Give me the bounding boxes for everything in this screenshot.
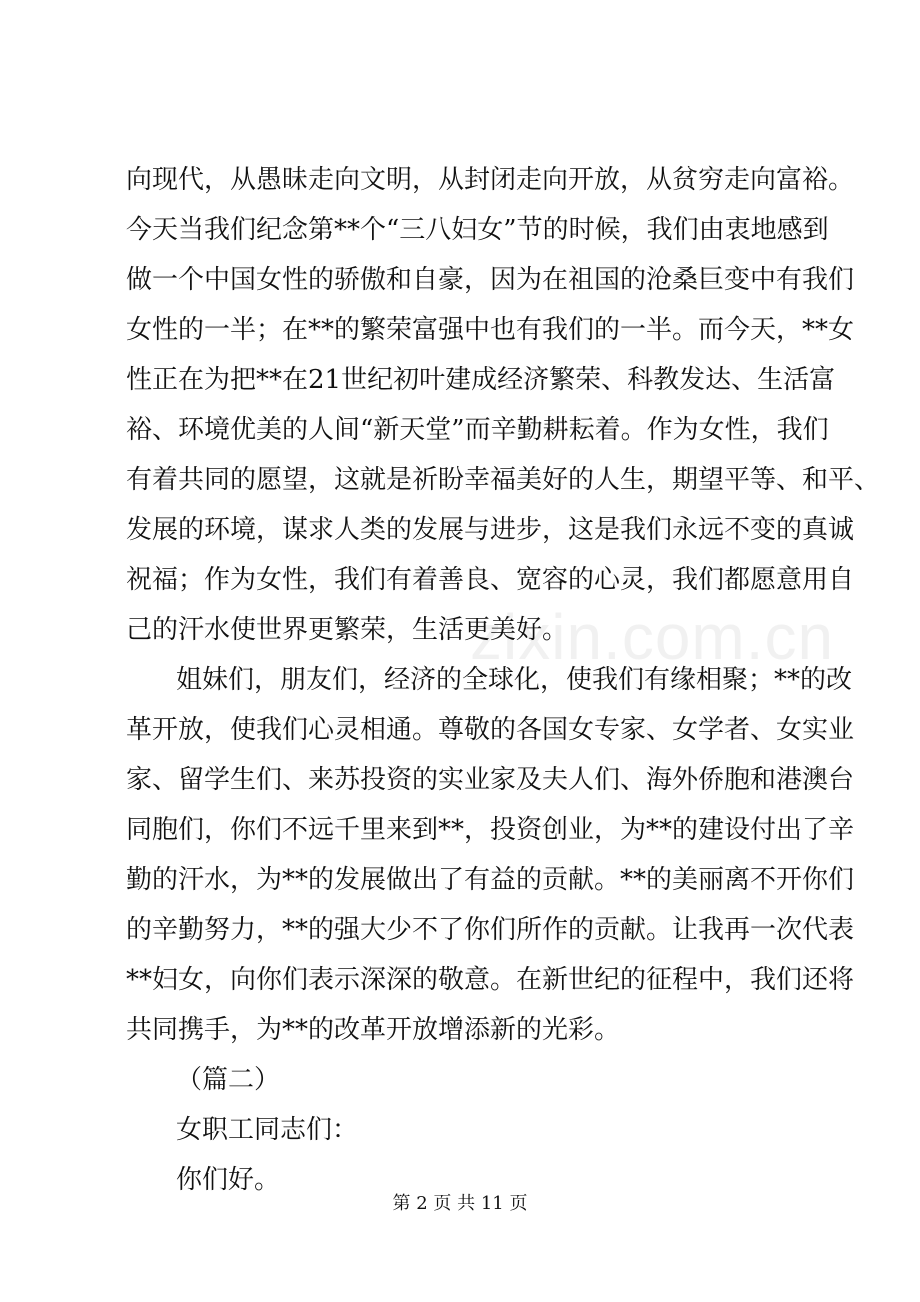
section-label: （篇二） — [176, 1065, 281, 1095]
paragraph-line: 有着共同的愿望，这就是祈盼幸福美好的人生，期望平等、和平、 — [126, 465, 881, 495]
paragraph-line: **妇女，向你们表示深深的敬意。在新世纪的征程中，我们还将 — [126, 965, 855, 995]
paragraph-line: 姐妹们，朋友们，经济的全球化，使我们有缘相聚；**的改 — [176, 665, 853, 695]
paragraph-line: 性正在为把**在21世纪初叶建成经济繁荣、科教发达、生活富 — [126, 365, 836, 395]
paragraph-line: 今天当我们纪念第**个“三八妇女”节的时候，我们由衷地感到 — [126, 215, 829, 245]
paragraph-line: 革开放，使我们心灵相通。尊敬的各国女专家、女学者、女实业 — [126, 715, 855, 745]
paragraph-line: 同胞们，你们不远千里来到**，投资创业，为**的建设付出了辛 — [126, 815, 855, 845]
paragraph-line: 祝福；作为女性，我们有着善良、宽容的心灵，我们都愿意用自 — [126, 565, 855, 595]
paragraph-line: 做一个中国女性的骄傲和自豪，因为在祖国的沧桑巨变中有我们 — [126, 265, 855, 295]
page-footer: 第 2 页 共 11 页 — [392, 1193, 528, 1214]
paragraph-line: 发展的环境，谋求人类的发展与进步，这是我们永远不变的真诚 — [126, 515, 855, 545]
paragraph-line: 的辛勤努力，**的强大少不了你们所作的贡献。让我再一次代表 — [126, 915, 855, 945]
paragraph-line: 家、留学生们、来苏投资的实业家及夫人们、海外侨胞和港澳台 — [126, 765, 855, 795]
watermark-text: zixin.com.cn — [470, 601, 835, 673]
paragraph-line: 裕、环境优美的人间“新天堂”而辛勤耕耘着。作为女性，我们 — [126, 415, 829, 445]
paragraph-line: 共同携手，为**的改革开放增添新的光彩。 — [126, 1015, 621, 1045]
paragraph-line: 女性的一半；在**的繁荣富强中也有我们的一半。而今天，**女 — [126, 315, 855, 345]
paragraph-line: 向现代，从愚昧走向文明，从封闭走向开放，从贫穷走向富裕。 — [126, 165, 855, 195]
greeting-line: 你们好。 — [176, 1165, 281, 1195]
salutation-line: 女职工同志们： — [176, 1115, 359, 1145]
paragraph-line: 勤的汗水，为**的发展做出了有益的贡献。**的美丽离不开你们 — [126, 865, 855, 895]
paragraph-line: 己的汗水使世界更繁荣，生活更美好。 — [126, 615, 569, 645]
